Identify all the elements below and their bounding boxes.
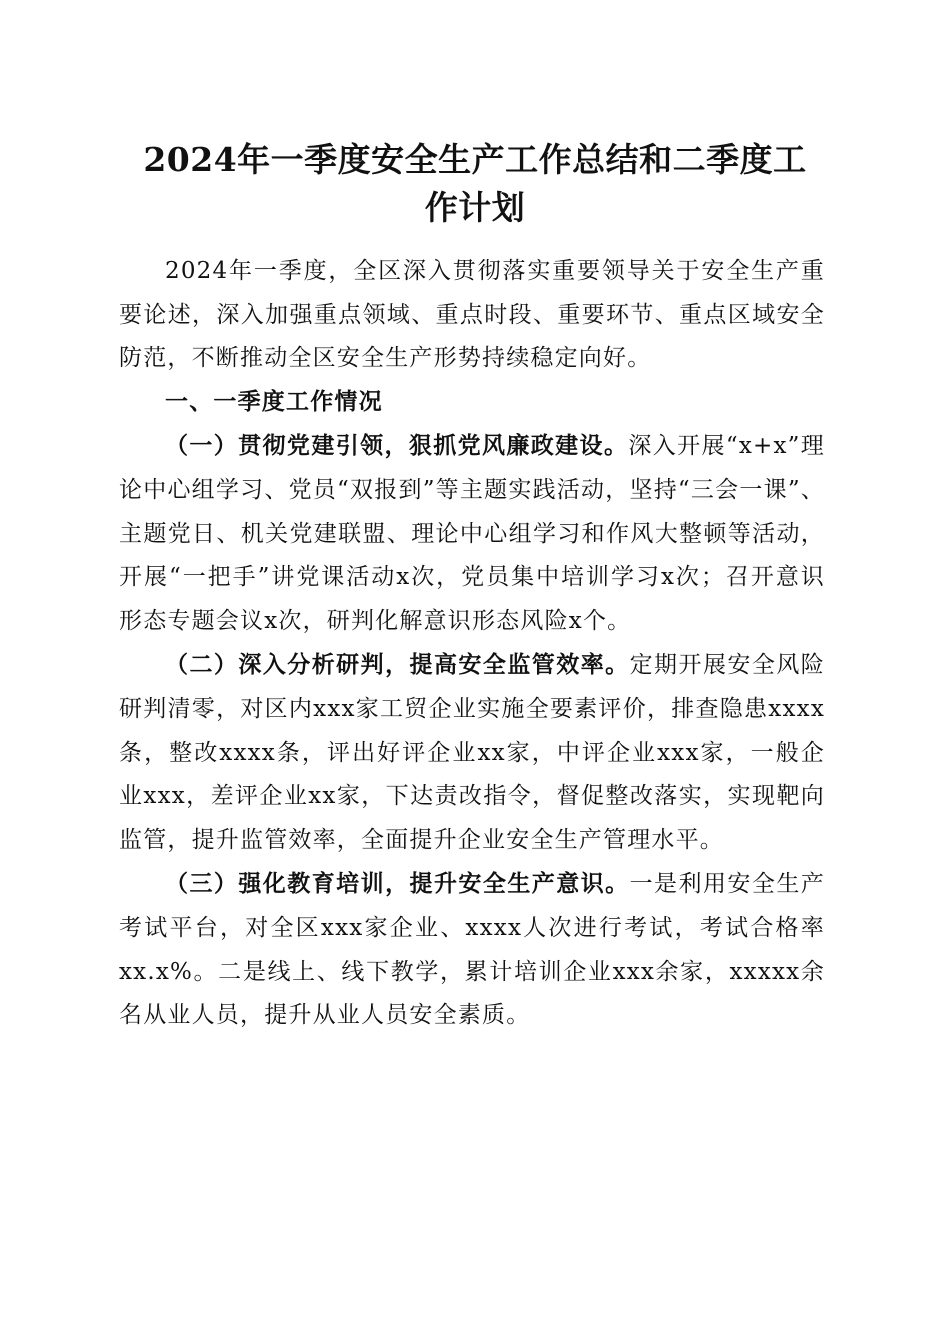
title-line-2: 作计划 (424, 188, 526, 227)
item-text-2: 定期开展安全风险研判清零，对区内xxx家工贸企业实施全要素评价，排查隐患xxxx条，整改xxxx条，评出好评企业xx家，中评企业xxx家，一般企业xxx，差评企业xx家，下达责改指令，督促整改落实，实现靶向监管，提升监管效率，全面提升企业安全生产管理水平。 (119, 652, 825, 853)
document-title (110, 136, 840, 232)
section-heading-1: 一、一季度工作情况 (165, 388, 383, 415)
intro-paragraph: 2024年一季度，全区深入贯彻落实重要领导关于安全生产重要论述，深入加强重点领域、重点时段、重要环节、重点区域安全防范，不断推动全区安全生产形势持续稳定向好。 (119, 258, 825, 372)
item-paragraph-1 (119, 424, 825, 643)
item-heading-3: （三）强化教育培训，提升安全生产意识。 (165, 870, 630, 898)
item-paragraph-3 (119, 862, 825, 1037)
item-text-1: 深入开展“x+x”理论中心组学习、党员“双报到”等主题实践活动，坚持“三会一课”、主题党日、机关党建联盟、理论中心组学习和作风大整顿等活动，开展“一把手”讲党课活动x次，党员集中培训学习x次；召开意识形态专题会议x次，研判化解意识形态风险x个。 (119, 433, 825, 634)
item-paragraph-2 (119, 643, 825, 862)
item-heading-2: （二）深入分析研判，提高安全监管效率。 (165, 651, 630, 679)
title-line-1: 2024年一季度安全生产工作总结和二季度工 (143, 140, 807, 179)
document-body (119, 250, 825, 1038)
item-heading-1: （一）贯彻党建引领，狠抓党风廉政建设。 (165, 432, 629, 460)
item-text-3: 一是利用安全生产考试平台，对全区xxx家企业、xxxx人次进行考试，考试合格率xx.x%。二是线上、线下教学，累计培训企业xxx余家，xxxxx余名从业人员，提升从业人员安全素质。 (119, 871, 825, 1029)
